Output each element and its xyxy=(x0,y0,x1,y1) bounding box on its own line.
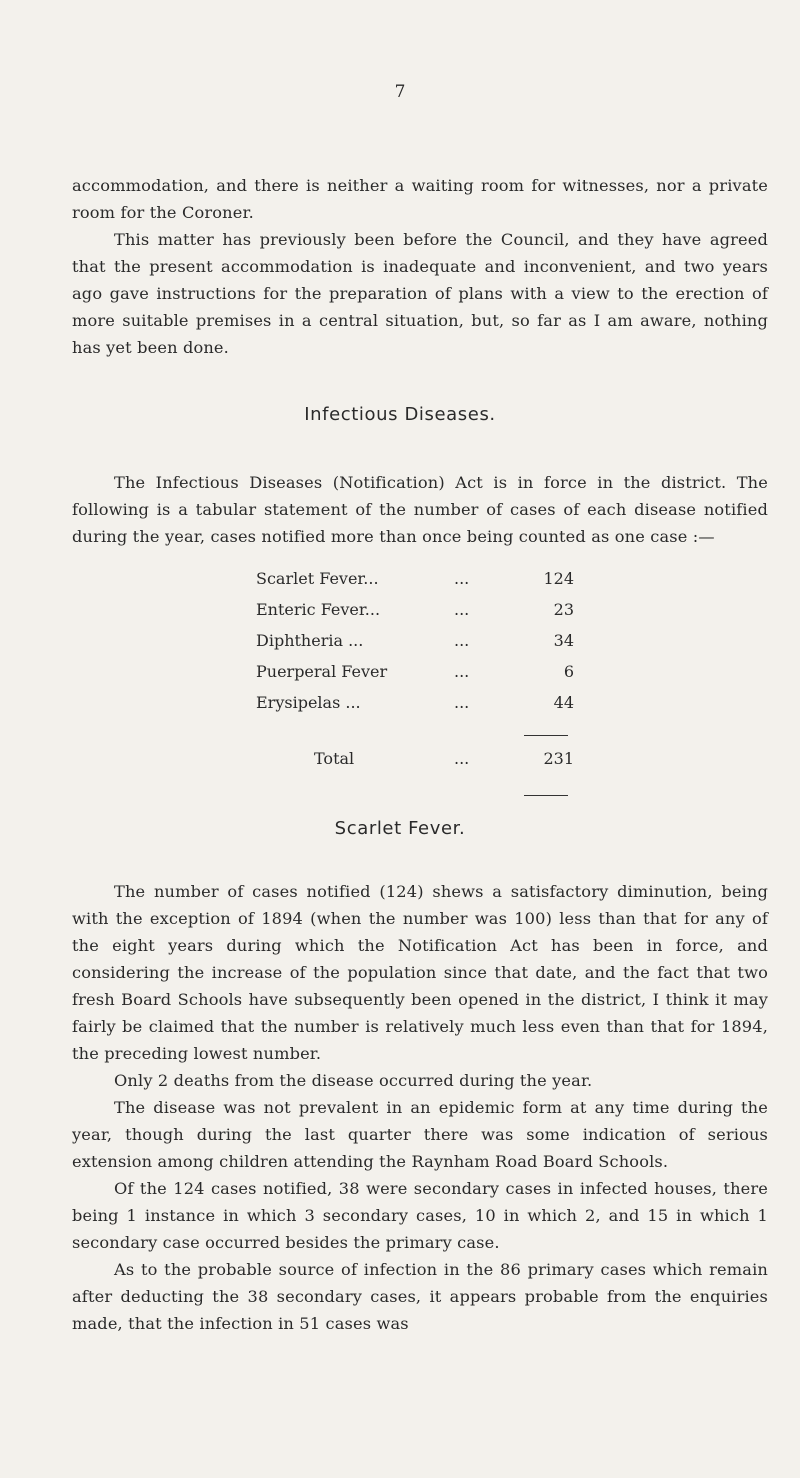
leader-dots: ... xyxy=(454,693,470,712)
intro-section xyxy=(72,172,768,361)
disease-name: Diphtheria ... xyxy=(256,631,364,650)
leader-dots: ... xyxy=(454,569,470,588)
table-row xyxy=(256,656,576,687)
scarlet-paragraph-5: As to the probable source of infection in the 86 primary cases which remain after deducting the 38 secondary cases, it appears probable from the enquiries made, that the infection in 51 cases was xyxy=(72,1260,768,1333)
intro-paragraph-2: This matter has previously been before the Council, and they have agreed that the present accommodation is inadequate and inconvenient, and two years ago gave instructions for the preparation of plans with a view to the erection of more suitable premises in a central situation, but, so far as I am aware, nothing has yet been done. xyxy=(72,230,768,357)
infectious-intro xyxy=(72,469,768,550)
scarlet-section xyxy=(72,878,768,1337)
scarlet-paragraph-2: Only 2 deaths from the disease occurred during the year. xyxy=(114,1071,593,1090)
disease-name: Puerperal Fever xyxy=(256,662,388,681)
leader-dots: ... xyxy=(454,662,470,681)
disease-table xyxy=(256,563,576,718)
leader-dots: ... xyxy=(454,749,470,768)
scarlet-paragraph-1: The number of cases notified (124) shews a satisfactory diminution, being with the exception of 1894 (when the number was 100) less than that for any of the eight years during which the Notification Act has been in force, and considering the increase of the population since that date, and the fact that two fresh Board Schools have subsequently been opened in the district, I think it may fairly be claimed that the number is relatively much less even than that for 1894, the preceding lowest number. xyxy=(72,882,768,1063)
case-count: 44 xyxy=(553,693,574,712)
disease-name: Scarlet Fever... xyxy=(256,569,379,588)
infectious-paragraph-1: The Infectious Diseases (Notification) Act is in force in the district. The following is a tabular statement of the number of cases of each disease notified during the year, cases notified more than once being counted as one case :— xyxy=(72,473,768,546)
scarlet-fever-heading: Scarlet Fever. xyxy=(334,818,466,839)
scarlet-paragraph-3: The disease was not prevalent in an epidemic form at any time during the year, though during the last quarter there was some indication of serious extension among children attending the Raynham Road Board Schools. xyxy=(72,1098,768,1171)
total-label: Total xyxy=(314,749,355,768)
leader-dots: ... xyxy=(454,631,470,650)
table-row xyxy=(256,687,576,718)
table-row xyxy=(256,625,576,656)
disease-name: Enteric Fever... xyxy=(256,600,381,619)
case-count: 6 xyxy=(563,662,574,681)
table-row xyxy=(256,594,576,625)
infectious-diseases-heading: Infectious Diseases. xyxy=(304,404,496,425)
case-count: 34 xyxy=(553,631,574,650)
total-count: 231 xyxy=(543,749,574,768)
table-row xyxy=(256,563,576,594)
intro-paragraph-1: accommodation, and there is neither a waiting room for witnesses, nor a private room for the Coroner. xyxy=(72,176,768,222)
total-row xyxy=(256,744,576,774)
leader-dots: ... xyxy=(454,600,470,619)
scarlet-paragraph-4: Of the 124 cases notified, 38 were secondary cases in infected houses, there being 1 instance in which 3 secondary cases, 10 in which 2, and 15 in which 1 secondary case occurred besides the primary case. xyxy=(72,1179,768,1252)
disease-name: Erysipelas ... xyxy=(256,693,361,712)
page-number: 7 xyxy=(394,82,406,102)
sum-rule xyxy=(524,735,568,736)
total-rule xyxy=(524,795,568,796)
case-count: 23 xyxy=(553,600,574,619)
case-count: 124 xyxy=(543,569,574,588)
